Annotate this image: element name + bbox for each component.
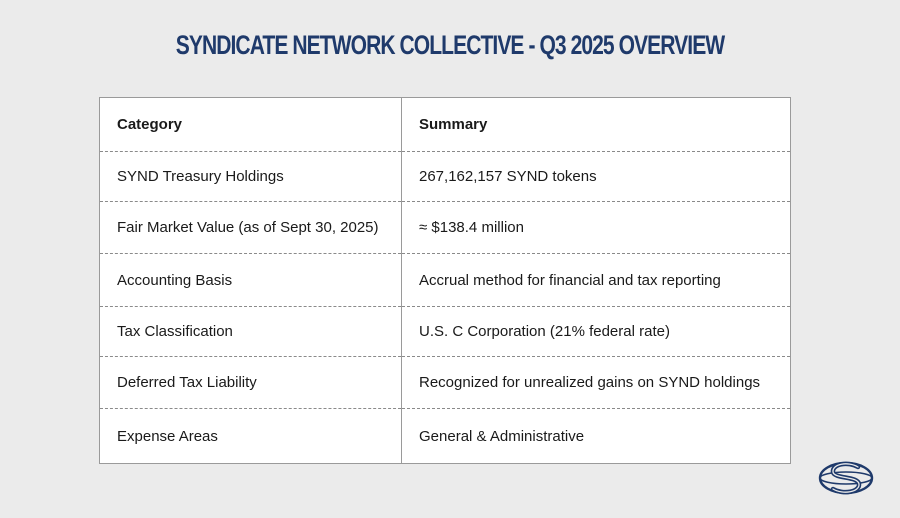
table-header-row	[100, 98, 791, 152]
table-row	[100, 152, 791, 202]
row-category: SYND Treasury Holdings	[100, 152, 402, 202]
table-row	[100, 409, 791, 464]
row-category: Accounting Basis	[100, 254, 402, 307]
row-summary: Recognized for unrealized gains on SYND holdings	[402, 357, 791, 409]
table-row	[100, 202, 791, 254]
row-category: Deferred Tax Liability	[100, 357, 402, 409]
globe-s-logo-icon	[818, 460, 874, 496]
header-summary: Summary	[402, 98, 791, 152]
row-category: Expense Areas	[100, 409, 402, 464]
table-row	[100, 357, 791, 409]
row-summary: ≈ $138.4 million	[402, 202, 791, 254]
table-row	[100, 254, 791, 307]
header-category: Category	[100, 98, 402, 152]
row-summary: U.S. C Corporation (21% federal rate)	[402, 307, 791, 357]
row-category: Tax Classification	[100, 307, 402, 357]
summary-table	[99, 97, 791, 464]
row-summary: 267,162,157 SYND tokens	[402, 152, 791, 202]
row-summary: General & Administrative	[402, 409, 791, 464]
row-category: Fair Market Value (as of Sept 30, 2025)	[100, 202, 402, 254]
page-title: SYNDICATE NETWORK COLLECTIVE - Q3 2025 OVERVIEW	[175, 30, 725, 60]
row-summary: Accrual method for financial and tax reporting	[402, 254, 791, 307]
table-row	[100, 307, 791, 357]
